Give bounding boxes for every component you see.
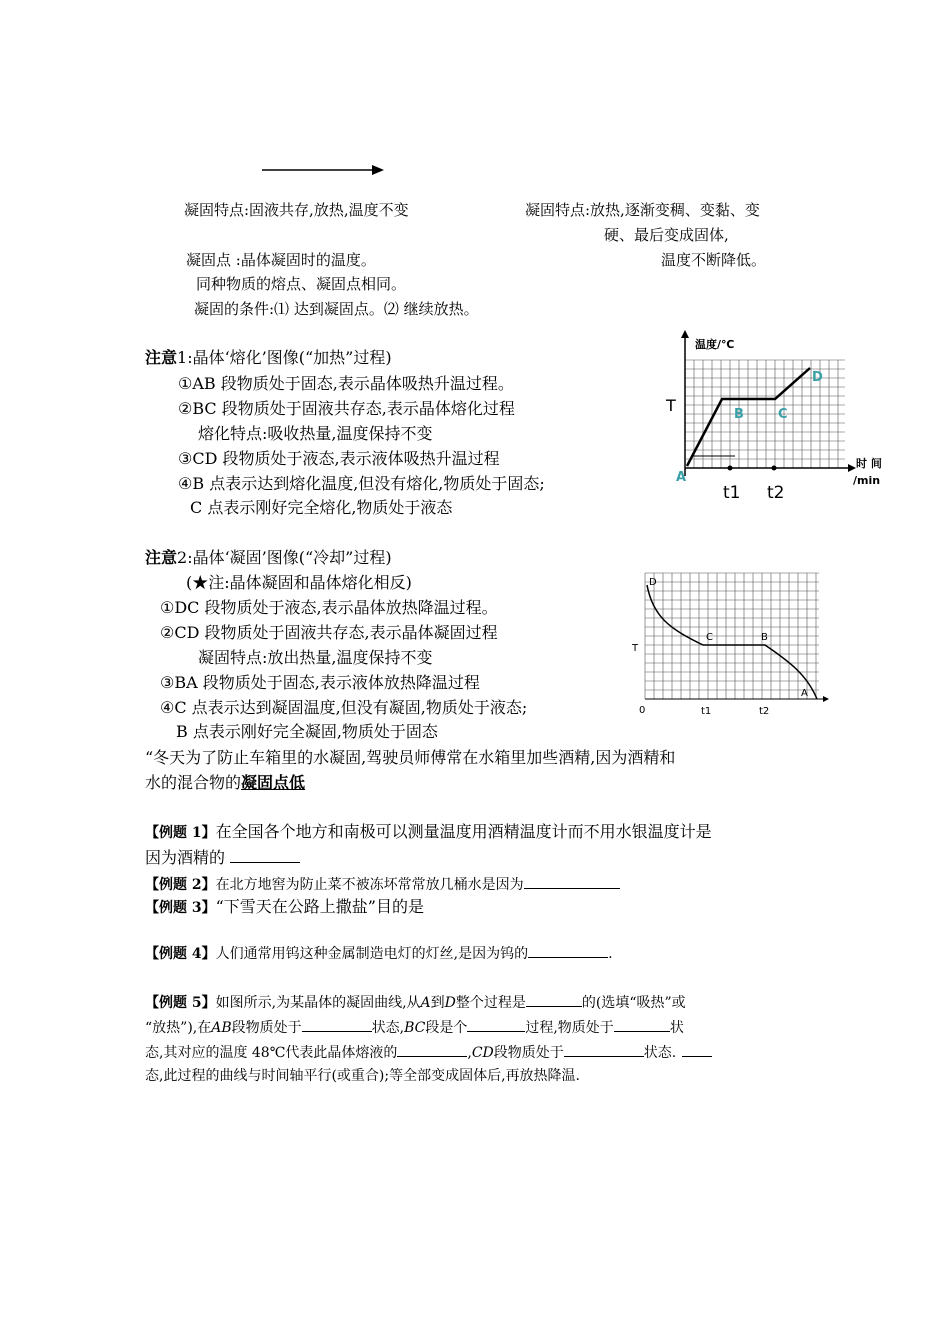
- example-5-blank-7[interactable]: [682, 1041, 712, 1057]
- note2-line2: ②CD 段物质处于固液共存态,表示晶体凝固过程: [160, 623, 498, 642]
- melting-point-A: A: [676, 470, 687, 485]
- example-5-line3: [145, 1041, 712, 1063]
- winter-line2-text: 水的混合物的: [145, 773, 242, 792]
- note1-label: 注意: [145, 348, 178, 367]
- example-5-var-A: A: [420, 995, 431, 1011]
- note2-title: [145, 548, 392, 568]
- note2-star: (★注:晶体凝固和晶体熔化相反): [186, 573, 412, 592]
- example-5-text-c: 整个过程是: [455, 995, 526, 1011]
- example-2-text: 在北方地窖为防止菜不被冻坏常常放几桶水是因为: [215, 877, 524, 893]
- example-5-text-b: 到: [430, 995, 445, 1011]
- example-3-label: 【例题 3】: [145, 900, 216, 916]
- note1-title: [145, 348, 392, 368]
- example-4-text: 人们通常用钨这种金属制造电灯的灯丝,是因为钨的: [215, 946, 529, 962]
- solidification-T-label: T: [632, 643, 639, 654]
- t1-marker: [728, 466, 733, 471]
- note1-line1: ①AB 段物质处于固态,表示晶体吸热升温过程。: [178, 374, 514, 393]
- example-3: [145, 897, 424, 918]
- melting-t1-label: t1: [723, 483, 741, 503]
- solidification-point-D: D: [649, 577, 657, 588]
- note1-title-text: 1:晶体‘熔化’图像(“加热”过程): [177, 348, 392, 367]
- melting-xlabel-1: 时 间: [856, 457, 882, 470]
- note2-line4: ③BA 段物质处于固态,表示液体放热降温过程: [160, 673, 480, 692]
- example-5-line3-b: ,: [467, 1045, 472, 1061]
- example-4-blank[interactable]: [528, 942, 608, 958]
- melting-curve-chart: [660, 328, 900, 508]
- example-5-line1: [145, 991, 686, 1013]
- example-5-line3-d: 状态.: [643, 1045, 677, 1061]
- example-4-end: .: [608, 946, 613, 962]
- note2-line6: B 点表示刚好完全凝固,物质处于固态: [176, 722, 438, 741]
- example-5-blank-3[interactable]: [467, 1016, 525, 1032]
- note1-line5: ④B 点表示达到熔化温度,但没有熔化,物质处于固态;: [178, 474, 545, 493]
- example-1-blank[interactable]: [230, 847, 300, 863]
- melting-t2-label: t2: [767, 483, 785, 503]
- note2-line1: ①DC 段物质处于液态,表示晶体放热降温过程。: [160, 598, 498, 617]
- example-2-blank[interactable]: [524, 873, 620, 889]
- example-2: [145, 873, 620, 895]
- example-5-text-d: 的(选填“吸热”或: [581, 995, 686, 1011]
- example-4-label: 【例题 4】: [145, 946, 216, 962]
- solidification-x-arrow: [823, 696, 829, 702]
- example-5-blank-4[interactable]: [614, 1016, 670, 1032]
- example-4: [145, 942, 613, 964]
- example-5-line2-d: 段是个: [425, 1020, 468, 1036]
- example-5-line2-c: 状态,: [371, 1020, 405, 1036]
- example-5-line2: [145, 1016, 684, 1038]
- example-5-var-CD: CD: [471, 1045, 494, 1061]
- example-3-text: “下雪天在公路上撒盐”目的是: [215, 897, 424, 916]
- example-5-line3-a: 态,其对应的温度 48℃代表此晶体熔液的: [145, 1045, 398, 1061]
- example-5-var-BC: BC: [404, 1020, 426, 1036]
- t2-marker: [772, 466, 777, 471]
- amorphous-solidify-feature-2: 硬、最后变成固体,: [604, 226, 729, 244]
- melting-curve-line: [687, 368, 810, 466]
- example-5-line4: 态,此过程的曲线与时间轴平行(或重合);等全部变成固体后,再放热降温.: [145, 1068, 580, 1084]
- note1-line6: C 点表示刚好完全熔化,物质处于液态: [190, 498, 453, 517]
- melting-point-D: D: [812, 370, 823, 385]
- example-5-var-D: D: [444, 995, 456, 1011]
- solidification-curve-line: [647, 585, 817, 699]
- melting-ylabel: 温度/℃: [695, 338, 735, 351]
- solidification-point-B: B: [761, 632, 768, 643]
- solidification-point-C: C: [706, 632, 713, 643]
- solidification-chart-grid: [645, 573, 819, 699]
- example-5-var-AB: AB: [211, 1020, 232, 1036]
- example-5-text-a: 如图所示,为某晶体的凝固曲线,从: [215, 995, 421, 1011]
- example-1: [145, 822, 712, 843]
- note2-line3: 凝固特点:放出热量,温度保持不变: [198, 648, 433, 667]
- example-1-text: 在全国各个地方和南极可以测量温度用酒精温度计而不用水银温度计是: [215, 822, 712, 841]
- crystal-solidify-feature: 凝固特点:固液共存,放热,温度不变: [184, 201, 409, 219]
- example-2-label: 【例题 2】: [145, 877, 216, 893]
- example-1-line2: [145, 847, 300, 868]
- example-5-line3-c: 段物质处于: [493, 1045, 564, 1061]
- amorphous-solidify-feature: 凝固特点:放热,逐渐变稠、变黏、变: [525, 201, 760, 219]
- note2-label: 注意: [145, 548, 178, 567]
- example-1-label: 【例题 1】: [145, 825, 216, 841]
- note1-line3: 熔化特点:吸收热量,温度保持不变: [198, 424, 433, 443]
- note1-line2: ②BC 段物质处于固液共存态,表示晶体熔化过程: [178, 399, 515, 418]
- melting-point-B: B: [734, 407, 744, 422]
- solidification-origin: 0: [639, 705, 646, 716]
- melting-point-C: C: [778, 407, 788, 422]
- melting-chart-x-arrow: [848, 464, 856, 472]
- same-point-note: 同种物质的熔点、凝固点相同。: [196, 275, 407, 293]
- note1-line4: ③CD 段物质处于液态,表示液体吸热升温过程: [178, 449, 500, 468]
- melting-T-label: T: [666, 396, 676, 415]
- note2-title-text: 2:晶体‘凝固’图像(“冷却”过程): [177, 548, 392, 567]
- solidification-t1-label: t1: [701, 706, 712, 717]
- example-5-line2-b: 段物质处于: [231, 1020, 302, 1036]
- example-5-blank-2[interactable]: [302, 1016, 372, 1032]
- example-5-label: 【例题 5】: [145, 995, 216, 1011]
- example-1-line2-text: 因为酒精的: [145, 848, 226, 867]
- winter-line2: [145, 773, 305, 793]
- example-5-line2-e: 过程,物质处于: [525, 1020, 614, 1036]
- melting-chart-y-arrow: [681, 330, 689, 338]
- example-5-line2-f: 状: [669, 1020, 684, 1036]
- note2-line5: ④C 点表示达到凝固温度,但没有凝固,物质处于液态;: [160, 698, 528, 717]
- example-5-blank-1[interactable]: [526, 991, 582, 1007]
- amorphous-solidify-feature-3: 温度不断降低。: [661, 251, 767, 269]
- winter-line1: “冬天为了防止车箱里的水凝固,驾驶员师傅常在水箱里加些酒精,因为酒精和: [145, 748, 676, 767]
- example-5-line2-a: “放热”),在: [145, 1020, 212, 1036]
- example-5-blank-5[interactable]: [397, 1041, 467, 1057]
- arrow-graphic: [260, 163, 390, 177]
- melting-xlabel-2: /min: [853, 474, 881, 487]
- example-5-blank-6[interactable]: [564, 1041, 644, 1057]
- solidification-point-A: A: [801, 688, 808, 699]
- solidify-conditions: 凝固的条件:⑴ 达到凝固点。⑵ 继续放热。: [194, 300, 479, 318]
- freezing-point-definition: 凝固点 :晶体凝固时的温度。: [186, 251, 376, 269]
- solidification-t2-label: t2: [759, 706, 770, 717]
- winter-emphasis: 凝固点低: [241, 773, 306, 792]
- solidification-curve-chart: [625, 557, 835, 719]
